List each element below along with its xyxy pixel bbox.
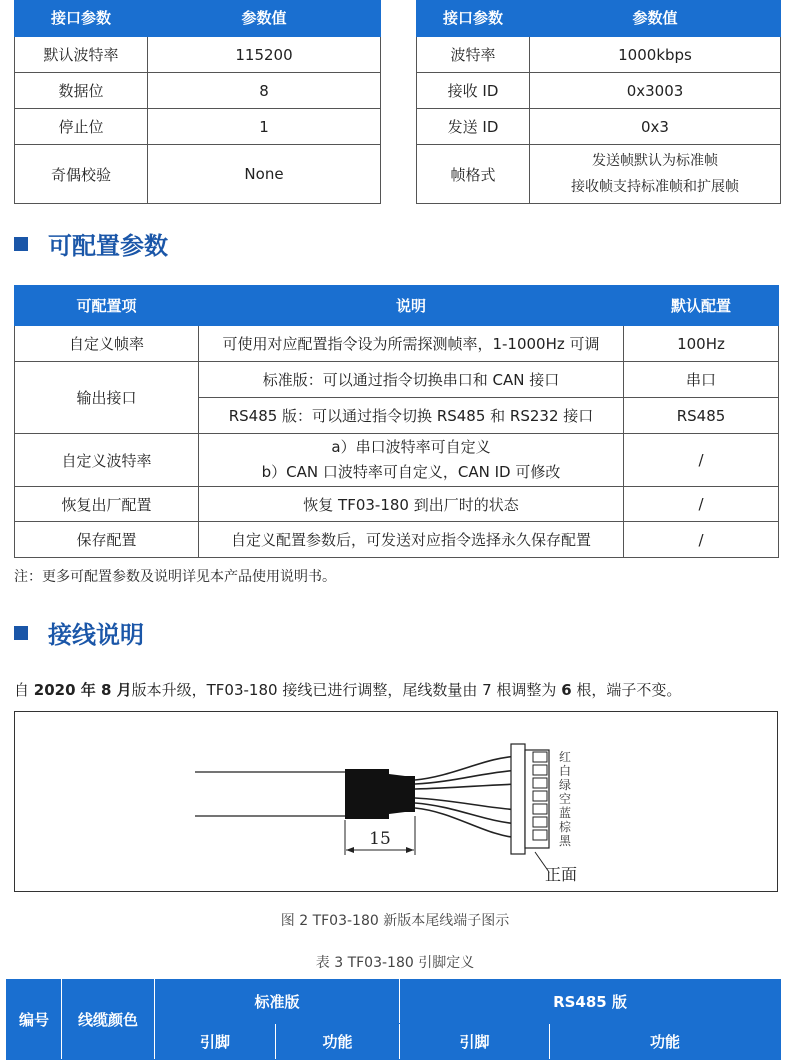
column-header: 引脚 [400,1024,550,1060]
pin-definition-table [6,979,781,1060]
intro-text: 版本升级，TF03-180 接线已进行调整，尾线数量由 7 根调整为 [131,681,562,699]
column-group-header: RS485 版 [400,980,781,1024]
intro-date: 2020 年 8 月 [33,681,132,699]
table-caption: 表 3 TF03-180 引脚定义 [315,955,475,971]
table-cell: 发送 ID [417,109,530,145]
cell-line: a）串口波特率可自定义 [331,438,491,456]
intro-count: 6 [561,681,572,699]
table-cell: RS485 [624,398,779,434]
table-row [15,326,779,362]
wire-color-label: 红 [559,750,572,764]
table-cell: / [624,487,779,522]
table-cell: 奇偶校验 [15,145,148,204]
column-header: 可配置项 [15,286,199,326]
table-cell: RS485 版：可以通过指令切换 RS485 和 RS232 接口 [199,398,624,434]
front-label: 正面 [545,865,578,884]
table-cell [530,145,781,204]
wire-color-label: 黑 [559,834,572,848]
section-heading [14,615,144,650]
cell-line: 接收帧支持标准帧和扩展帧 [571,179,739,195]
table-row [417,109,781,145]
serial-parameters-table [14,0,381,204]
wire-color-label: 空 [559,792,572,806]
table-cell: 自定义波特率 [15,434,199,487]
column-header: 功能 [276,1024,400,1060]
column-group-header: 标准版 [155,980,400,1024]
column-header: 功能 [550,1024,781,1060]
table-cell: 1000kbps [530,37,781,73]
table-row [15,37,381,73]
table-cell: 停止位 [15,109,148,145]
cell-line: b）CAN 口波特率可自定义，CAN ID 可修改 [261,463,561,481]
config-note: 注：更多可配置参数及说明详见本产品使用说明书。 [14,569,336,585]
bullet-square-icon [14,626,28,640]
table-cell: 接收 ID [417,73,530,109]
can-parameters-table [416,0,781,204]
figure-caption: 图 2 TF03-180 新版本尾线端子图示 [280,913,510,929]
column-header: 说明 [199,286,624,326]
column-header: 线缆颜色 [62,980,155,1060]
table-cell: 恢复出厂配置 [15,487,199,522]
column-header: 参数值 [148,0,381,37]
column-header: 默认配置 [624,286,779,326]
table-cell: 可使用对应配置指令设为所需探测帧率，1-1000Hz 可调 [199,326,624,362]
table-cell: 1 [148,109,381,145]
wiring-intro [14,679,681,700]
column-header: 参数值 [530,0,781,37]
table-row [15,434,779,487]
intro-text: 根，端子不变。 [571,681,682,699]
wire-color-label: 棕 [559,820,572,834]
table-row [417,37,781,73]
config-table [14,285,779,558]
table-row [417,145,781,204]
table-cell: 恢复 TF03-180 到出厂时的状态 [199,487,624,522]
table-row [417,73,781,109]
table-cell: 0x3003 [530,73,781,109]
section-heading [14,226,168,261]
intro-text: 自 [14,681,34,699]
table-cell: 自定义配置参数后，可发送对应指令选择永久保存配置 [199,522,624,558]
section-title: 可配置参数 [48,232,168,260]
table-cell: 串口 [624,362,779,398]
table-cell: 默认波特率 [15,37,148,73]
table-cell: / [624,522,779,558]
table-cell: 115200 [148,37,381,73]
wire-color-label: 白 [559,764,572,778]
table-cell: 输出接口 [15,362,199,434]
table-cell [199,434,624,487]
table-row [15,145,381,204]
table-row [15,362,779,398]
table-cell: 100Hz [624,326,779,362]
table-cell: 标准版：可以通过指令切换串口和 CAN 接口 [199,362,624,398]
table-cell: 保存配置 [15,522,199,558]
table-row [15,522,779,558]
table-cell: None [148,145,381,204]
table-row [15,73,381,109]
dimension-label: 15 [369,829,391,849]
wire-color-label: 蓝 [559,806,572,820]
table-cell: 数据位 [15,73,148,109]
column-header: 接口参数 [417,0,530,37]
bullet-square-icon [14,237,28,251]
table-cell: 0x3 [530,109,781,145]
column-header: 接口参数 [15,0,148,37]
cell-line: 发送帧默认为标准帧 [592,153,718,169]
column-header: 编号 [7,980,62,1060]
column-header: 引脚 [155,1024,276,1060]
table-cell: 自定义帧率 [15,326,199,362]
wiring-figure [14,711,778,892]
table-row [15,109,381,145]
table-cell: 帧格式 [417,145,530,204]
table-row [15,487,779,522]
table-cell: 波特率 [417,37,530,73]
section-title: 接线说明 [48,621,144,649]
table-cell: 8 [148,73,381,109]
table-cell: / [624,434,779,487]
wire-color-label: 绿 [559,778,572,792]
cable-terminal-drawing [15,712,777,891]
